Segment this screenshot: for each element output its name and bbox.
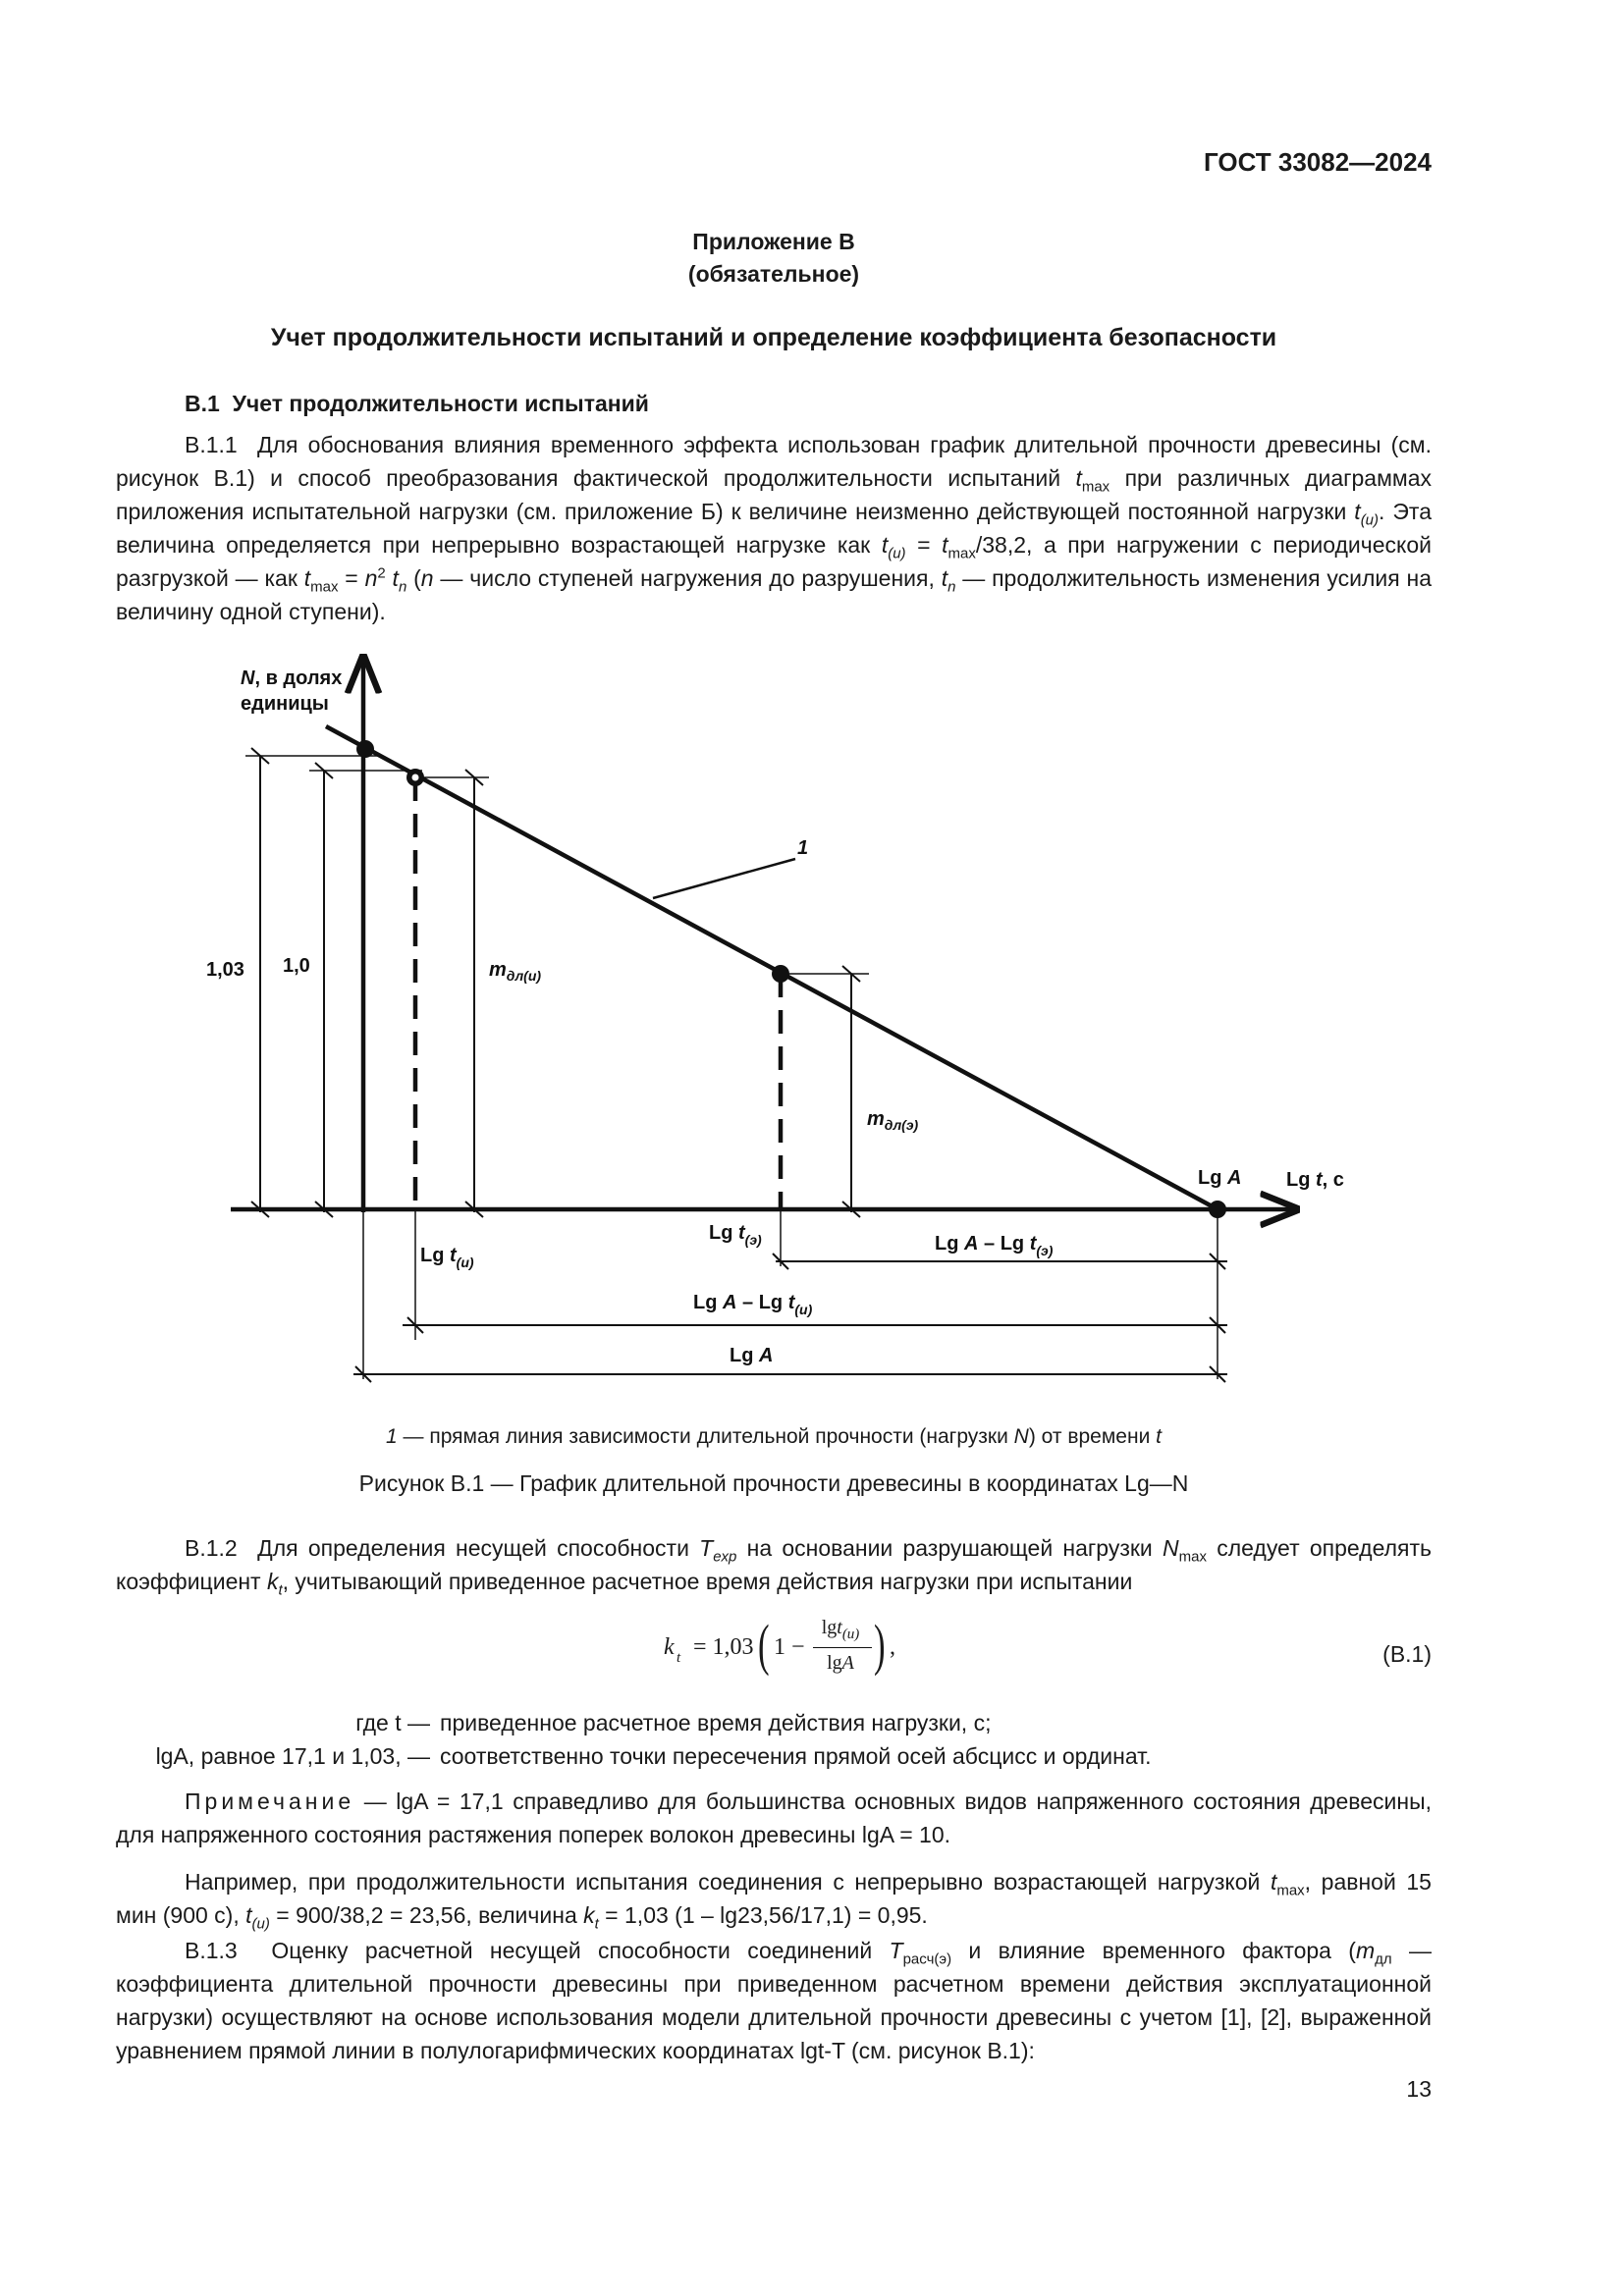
label-lg-tu [420, 1245, 474, 1270]
text-run: и влияние временного фактора ( [951, 1938, 1356, 1963]
paragraph-b-1-3 [116, 1934, 1432, 2067]
symbol: t [245, 1902, 252, 1928]
subscript: exp [713, 1548, 737, 1566]
x-label-t: t [1316, 1169, 1323, 1191]
t-symbol: t [450, 1245, 457, 1266]
text-run: — число ступеней нагружения до разрушения, [433, 565, 942, 591]
lg-text: Lg [693, 1292, 723, 1313]
symbol: t [1270, 1869, 1277, 1895]
symbol: N [1163, 1535, 1179, 1561]
m-symbol: m [867, 1108, 885, 1130]
t-sub: (э) [1036, 1243, 1054, 1258]
subscript: max [1081, 478, 1110, 496]
text-run: . Эта величина определяется при непрерывно возрастающей нагрузке как [116, 499, 1432, 558]
formula-number: (В.1) [1382, 1641, 1432, 1667]
subscript: t [278, 1581, 283, 1599]
where-text-2: соответственно точки пересечения прямой осей абсцисс и ординат. [440, 1743, 1152, 1769]
lg: lg [821, 1617, 838, 1638]
m-sub: дл(u) [506, 968, 542, 984]
text-run: ( [406, 565, 421, 591]
section-name: Учет продолжительности испытаний [232, 391, 649, 416]
a-symbol: A [964, 1233, 979, 1255]
label-10: 1,0 [283, 955, 310, 977]
where-label-1: где t — [355, 1710, 430, 1735]
label-103: 1,03 [206, 959, 244, 981]
section-number: В.1 [185, 391, 220, 416]
y-label-text: , в долях [254, 667, 343, 689]
subscript: (u) [1360, 511, 1380, 529]
appendix-heading: Учет продолжительности испытаний и определение коэффициента безопасности [270, 324, 1277, 351]
formula-numerator [809, 1617, 872, 1642]
lg: lg [827, 1652, 842, 1674]
formula-denominator [809, 1652, 872, 1675]
text-run: следует определять коэффициент [116, 1535, 1433, 1594]
figure-b-1 [187, 648, 1344, 1394]
figure-caption: Рисунок В.1 — График длительной прочности древесины в координатах Lg—N [358, 1470, 1189, 1496]
t-sub: (э) [744, 1232, 762, 1248]
paragraph-b-1-2 [116, 1531, 1432, 1598]
line-leader [653, 859, 795, 898]
formula-lhs: k [664, 1634, 675, 1660]
t-sub: (u) [841, 1627, 860, 1642]
text-run: , учитывающий приведенное расчетное время действия нагрузки при испытании [282, 1569, 1133, 1594]
text-run: при различных диаграммах приложения испытательной нагрузки (см. приложение Б) к величине неизменно действующей постоянной нагрузки [116, 465, 1432, 524]
text-run: = 900/38,2 = 23,56, величина [269, 1902, 584, 1928]
subscript: max [310, 578, 339, 596]
a-symbol: A [723, 1292, 737, 1313]
appendix-title: Приложение В [692, 229, 855, 254]
text-run: Оценку расчетной несущей способности соединений [271, 1938, 890, 1963]
symbol: k [583, 1902, 595, 1928]
subscript: max [947, 545, 976, 562]
superscript: 2 [377, 564, 386, 582]
lg-text: Lg [730, 1345, 759, 1366]
note-paragraph [116, 1785, 1432, 1851]
note-symbol: N [1013, 1425, 1029, 1448]
subscript: расч(э) [902, 1950, 952, 1968]
text-run: , равной 15 мин (900 с), [116, 1869, 1432, 1928]
text-run: = 1,03 (1 – lg23,56/17,1) = 0,95. [598, 1902, 928, 1928]
y-axis-label [241, 667, 342, 689]
symbol: n [364, 565, 378, 591]
right-paren: ) [874, 1613, 886, 1677]
text-run: — продолжительность изменения усилия на величину одной ступени). [116, 565, 1433, 624]
note-text: ) от времени [1028, 1425, 1157, 1448]
para-number: В.1.2 [185, 1535, 238, 1561]
m-sub: дл(э) [884, 1117, 919, 1133]
line-marker-label: 1 [797, 837, 809, 859]
symbol: k [266, 1569, 279, 1594]
symbol: t [941, 565, 948, 591]
fraction-bar [813, 1647, 872, 1648]
label-lga-minus-lgtu [693, 1292, 813, 1317]
appendix-status: (обязательное) [687, 261, 860, 287]
symbol: T [889, 1938, 903, 1963]
lg-text: Lg [420, 1245, 450, 1266]
page-number: 13 [1406, 2076, 1432, 2102]
subscript: (u) [251, 1915, 270, 1933]
a-symbol: A [841, 1652, 854, 1674]
t-sub: (u) [794, 1302, 813, 1317]
symbol: t [392, 565, 399, 591]
text-run: Например, при продолжительности испытания соединения с непрерывно возрастающей нагрузкой [185, 1869, 1271, 1895]
point-lga [1209, 1201, 1226, 1218]
subscript: (u) [888, 545, 906, 562]
formula-lhs-sub: t [677, 1650, 681, 1666]
left-paren: ( [758, 1613, 770, 1677]
text-run: на основании разрушающей нагрузки [736, 1535, 1163, 1561]
formula-b-1 [664, 1615, 958, 1683]
subscript: max [1178, 1548, 1207, 1566]
a-symbol: A [759, 1345, 774, 1366]
symbol: n [420, 565, 434, 591]
para-number: В.1.1 [185, 432, 238, 457]
point-te [772, 965, 789, 983]
point-y-intercept [356, 740, 374, 758]
label-lga-minus-lgte [935, 1233, 1054, 1258]
lg-text: Lg [935, 1233, 964, 1255]
symbol: m [1355, 1938, 1376, 1963]
a-symbol: A [1227, 1167, 1242, 1189]
where-label-2: lgA, равное 17,1 и 1,03, — [155, 1743, 430, 1769]
t-sub: (u) [456, 1255, 474, 1270]
section-title [185, 391, 649, 417]
subscript: дл [1375, 1950, 1392, 1968]
symbol: t [1075, 465, 1082, 491]
paragraph-b-1-1 [116, 428, 1432, 628]
para-number: В.1.3 [185, 1938, 238, 1963]
point-tu-hole [412, 774, 419, 781]
formula-eq: = 1,03 [687, 1634, 754, 1660]
note-label: Примечание [185, 1789, 355, 1814]
label-lga [730, 1345, 773, 1366]
y-label-n: N [241, 667, 255, 689]
subscript: n [947, 578, 956, 596]
example-paragraph [116, 1865, 1432, 1932]
formula-comma: , [890, 1634, 895, 1660]
x-label-unit: , с [1322, 1169, 1344, 1191]
text-run: Для обоснования влияния временного эффекта использован график длительной прочности древесины (см. рисунок В.1) и способ преобразования фактической продолжительности испытаний [116, 432, 1433, 491]
text-run: = [905, 532, 943, 558]
subscript: n [398, 578, 407, 596]
label-m-dl-u [489, 959, 541, 984]
where-text-1: приведенное расчетное время действия нагрузки, с; [440, 1710, 992, 1735]
standard-number: ГОСТ 33082—2024 [1204, 147, 1432, 177]
m-symbol: m [489, 959, 507, 981]
x-axis-label [1286, 1169, 1344, 1191]
text-run: /38,2, а при нагружении с периодической разгрузкой — как [116, 532, 1432, 591]
t-symbol: t [738, 1222, 745, 1244]
t-symbol: t [1029, 1233, 1037, 1255]
x-label-lg: Lg [1286, 1169, 1316, 1191]
minus-lg: – Lg [736, 1292, 788, 1313]
strength-line [326, 726, 1218, 1209]
label-lga-point [1198, 1167, 1241, 1189]
subscript: t [594, 1915, 599, 1933]
note-text: — lgA = 17,1 справедливо для большинства основных видов напряженного состояния древесины, для напряженного состояния растяжения поперек волокон древесины lgA = 10. [116, 1789, 1432, 1847]
label-lg-te [709, 1222, 762, 1248]
y-axis-label-2: единицы [241, 693, 329, 715]
minus-lg: – Lg [978, 1233, 1030, 1255]
lg-text: Lg [1198, 1167, 1227, 1189]
text-run: — коэффициента длительной прочности древесины при приведенном расчетном времени действия эксплуатационной нагрузки) осуществляют на основе использования модели длительной прочности древесины с учетом [1], [2], выраженной уравнением прямой линии в полулогарифмических координатах lgt-T (см. рисунок В.1): [116, 1938, 1433, 2063]
symbol: t [303, 565, 311, 591]
lg-text: Lg [709, 1222, 738, 1244]
note-symbol: t [1156, 1425, 1162, 1448]
t-symbol: t [837, 1617, 842, 1638]
symbol: t [881, 532, 889, 558]
label-m-dl-e [867, 1108, 919, 1133]
symbol: T [699, 1535, 714, 1561]
symbol: t [1354, 499, 1361, 524]
symbol: t [942, 532, 948, 558]
note-marker: 1 [386, 1425, 398, 1448]
subscript: max [1276, 1882, 1305, 1899]
figure-note [116, 1425, 1432, 1449]
formula-one-minus: 1 − [774, 1634, 805, 1660]
text-run: Для определения несущей способности [257, 1535, 700, 1561]
t-symbol: t [787, 1292, 795, 1313]
note-text: — прямая линия зависимости длительной прочности (нагрузки [397, 1425, 1014, 1448]
text-run: = [338, 565, 365, 591]
